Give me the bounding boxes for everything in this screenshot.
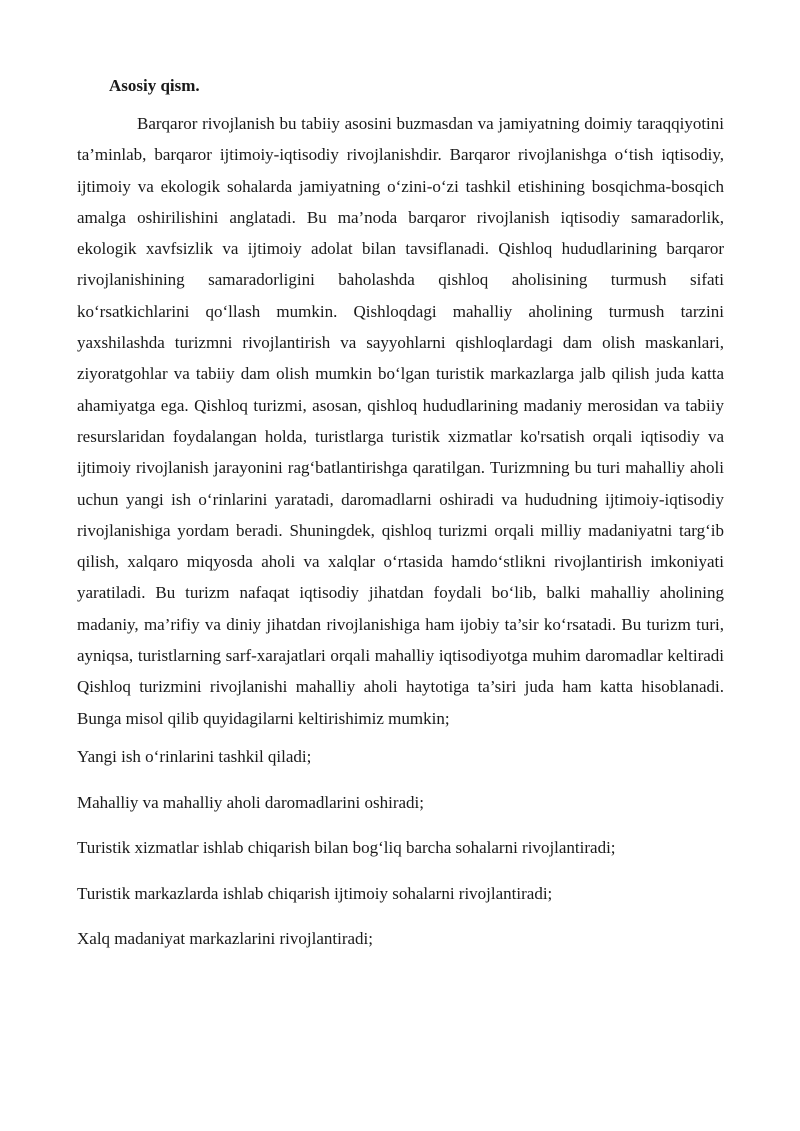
list-item: Yangi ish o‘rinlarini tashkil qiladi; — [77, 746, 312, 766]
section-heading: Asosiy qism. — [109, 76, 200, 95]
list-item: Turistik xizmatlar ishlab chiqarish bilan bog‘liq barcha sohalarni rivojlantiradi; — [77, 838, 616, 858]
list-item: Mahalliy va mahalliy aholi daromadlarini oshiradi; — [77, 792, 424, 812]
body-paragraph: Barqaror rivojlanish bu tabiiy asosini buzmasdan va jamiyatning doimiy taraqqiyotini ta’minlab, barqaror ijtimoiy-iqtisodiy rivojlanishdir. Barqaror rivojlanishga o‘tish iqtisodiy, ijtimoiy va ekologik sohalarda jamiyatning o‘zini-o‘zi tashkil etishining bosqichma-bosqich amalga oshirilishini anglatadi. Bu ma’noda barqaror rivojlanish iqtisodiy samaradorlik, ekologik xavfsizlik va ijtimoiy adolat bilan tavsiflanadi. Qishloq hududlarining barqaror rivojlanishining samaradorligini baholashda qishloq aholisining turmush sifati ko‘rsatkichlarini qo‘llash mumkin. Qishloqdagi mahalliy aholining turmush tarzini yaxshilashda turizmni rivojlantirish va sayyohlarni qishloqlardagi dam olish maskanlari, ziyoratgohlar va tabiiy dam olish mumkin bo‘lgan turistik markazlarga jalb qilish juda katta ahamiyatga ega. Qishloq turizmi, asosan, qishloq hududlarining madaniy merosidan va tabiiy resurslaridan foydalangan holda, turistlarga turistik xizmatlar ko'rsatish orqali iqtisodiy va ijtimoiy rivojlanish jarayonini rag‘batlantirishga qaratilgan. Turizmning bu turi mahalliy aholi uchun yangi ish o‘rinlarini yaratadi, daromadlarni oshiradi va hududning ijtimoiy-iqtisodiy rivojlanishiga yordam beradi. Shuningdek, qishloq turizmi orqali milliy madaniyatni targ‘ib qilish, xalqaro miqyosda aholi va xalqlar o‘rtasida hamdo‘stlikni rivojlantirish imkoniyati yaratiladi. Bu turizm nafaqat iqtisodiy jihatdan foydali bo‘lib, balki mahalliy aholining madaniy, ma’rifiy va diniy jihatdan rivojlanishiga ham ijobiy ta’sir ko‘rsatadi. Bu turizm turi, ayniqsa, turistlarning sarf-xarajatlari orqali mahalliy iqtisodiyotga muhim daromadlar keltiradi Qishloq turizmini rivojlanishi mahalliy aholi haytotiga ta’siri juda ham katta hisoblanadi. Bunga misol qilib quyidagilarni keltirishimiz mumkin; — [77, 114, 724, 728]
list-item: Xalq madaniyat markazlarini rivojlantiradi; — [77, 929, 373, 949]
effects-list — [77, 741, 724, 955]
list-item: Turistik markazlarda ishlab chiqarish ijtimoiy sohalarni rivojlantiradi; — [77, 883, 553, 903]
